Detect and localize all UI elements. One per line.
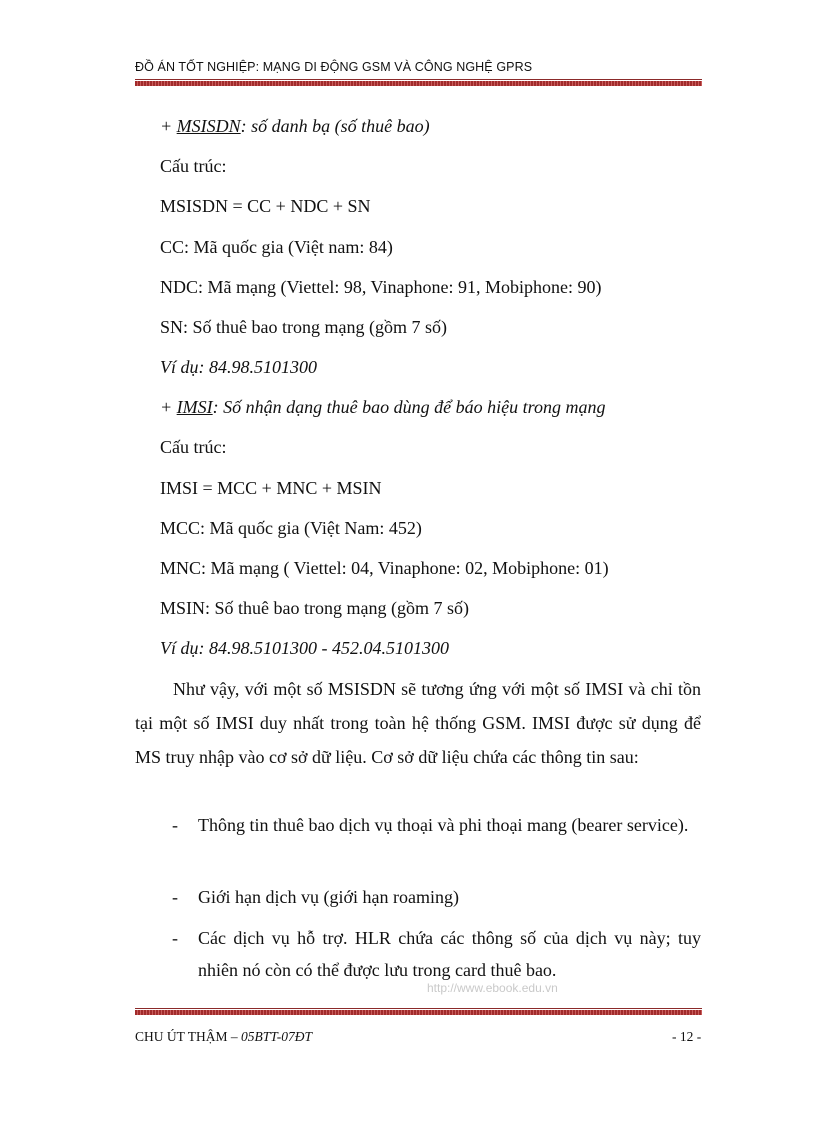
msisdn-ndc: NDC: Mã mạng (Viettel: 98, Vinaphone: 91, Mobiphone: 90) [160,277,602,297]
msisdn-heading: + MSISDN: số danh bạ (số thuê bao) [160,116,430,136]
msisdn-term: MSISDN [176,116,241,136]
footer-author: CHU ÚT THẬM – 05BTT-07ĐT [135,1029,313,1044]
msisdn-sn: SN: Số thuê bao trong mạng (gồm 7 số) [160,317,447,337]
imsi-formula: IMSI = MCC + MNC + MSIN [160,478,382,498]
msisdn-cc: CC: Mã quốc gia (Việt nam: 84) [160,237,393,257]
header-rule [135,79,702,86]
bullet-marker: - [172,815,178,835]
imsi-term: IMSI [176,397,213,417]
msisdn-example: Ví dụ: 84.98.5101300 [160,357,317,377]
imsi-mnc: MNC: Mã mạng ( Viettel: 04, Vinaphone: 02, Mobiphone: 01) [160,558,609,578]
page-header: ĐỒ ÁN TỐT NGHIỆP: MẠNG DI ĐỘNG GSM VÀ CÔNG NGHỆ GPRS [135,60,533,74]
footer-rule [135,1008,702,1015]
msisdn-formula: MSISDN = CC + NDC + SN [160,196,371,216]
page-number: - 12 - [672,1029,702,1044]
msisdn-structure-label: Cấu trúc: [160,156,227,176]
imsi-structure-label: Cấu trúc: [160,437,227,457]
bullet-item: Các dịch vụ hỗ trợ. HLR chứa các thông số của dịch vụ này; tuy nhiên nó còn có thể được lưu trong card thuê bao. [198,928,701,980]
bullet-marker: - [172,887,178,907]
imsi-heading: + IMSI: Số nhận dạng thuê bao dùng để báo hiệu trong mạng [160,397,606,417]
footer-class-code: 05BTT-07ĐT [241,1029,313,1044]
imsi-example: Ví dụ: 84.98.5101300 - 452.04.5101300 [160,638,449,658]
bullet-item: Giới hạn dịch vụ (giới hạn roaming) [198,887,459,907]
imsi-mcc: MCC: Mã quốc gia (Việt Nam: 452) [160,518,422,538]
imsi-msin: MSIN: Số thuê bao trong mạng (gồm 7 số) [160,598,469,618]
bullet-item: Thông tin thuê bao dịch vụ thoại và phi thoại mang (bearer service). [198,815,689,835]
watermark-url: http://www.ebook.edu.vn [427,981,558,995]
summary-paragraph: Như vậy, với một số MSISDN sẽ tương ứng với một số IMSI và chỉ tồn tại một số IMSI duy nhất trong toàn hệ thống GSM. IMSI được sử dụng để MS truy nhập vào cơ sở dữ liệu. Cơ sở dữ liệu chứa các thông tin sau: [135,679,701,767]
bullet-marker: - [172,928,178,948]
